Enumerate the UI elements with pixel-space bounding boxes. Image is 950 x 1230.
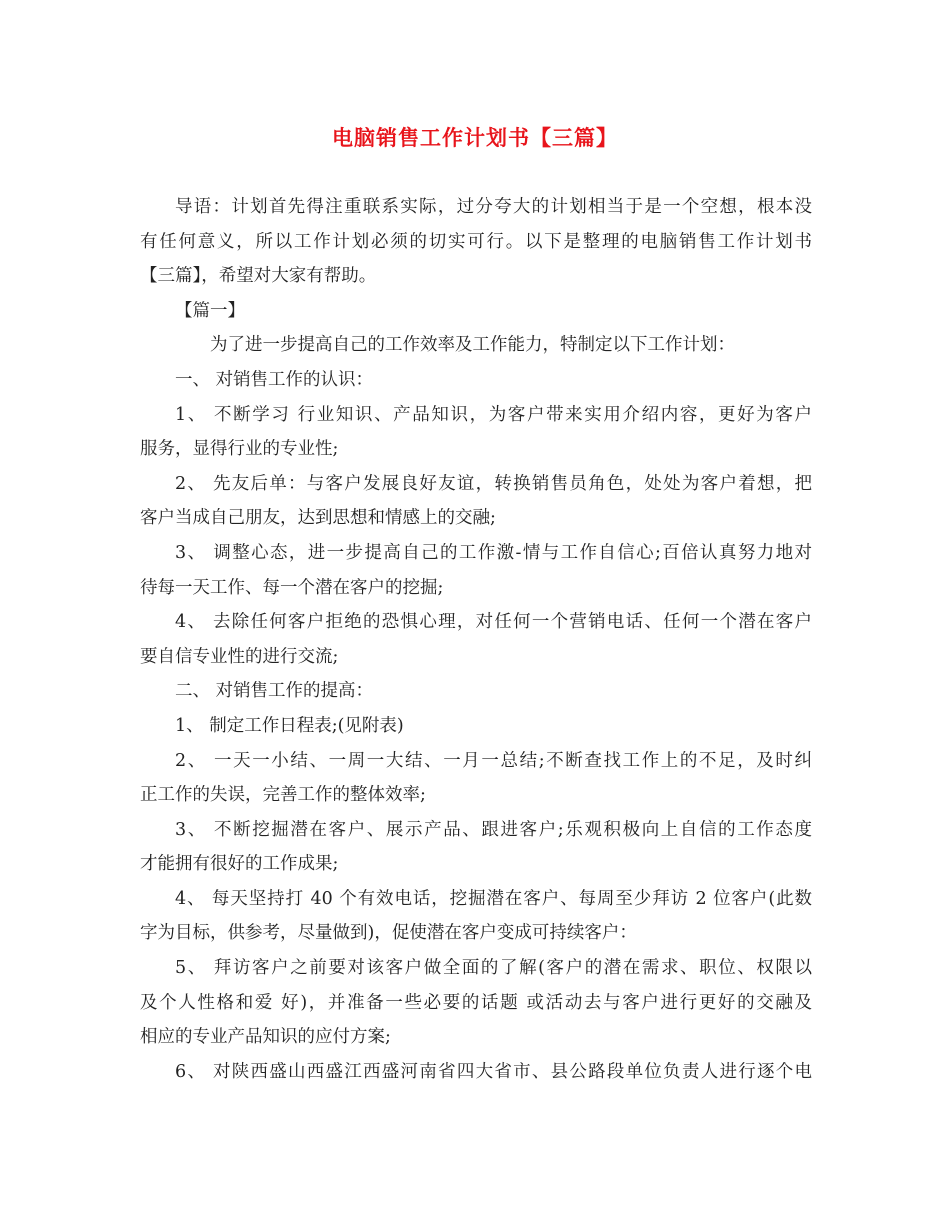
paragraph-line: 【篇一】 [175, 300, 245, 321]
paragraph-line: 正工作的失误，完善工作的整体效率; [140, 785, 426, 806]
paragraph-line: 字为目标，供参考，尽量做到)，促使潜在客户变成可持续客户： [140, 923, 637, 944]
paragraph-line: 6、 对陕西盛山西盛江西盛河南省四大省市、县公路段单位负责人进行逐个电 [175, 1061, 812, 1082]
paragraph-line: 1、 不断学习 行业知识、产品知识，为客户带来实用介绍内容，更好为客户 [175, 404, 812, 425]
paragraph-line: 2、 一天一小结、一周一大结、一月一总结;不断查找工作上的不足，及时纠 [175, 750, 812, 771]
paragraph-line: 相应的专业产品知识的应付方案; [140, 1027, 391, 1048]
paragraph-line: 一、 对销售工作的认识： [175, 369, 374, 390]
paragraph-line: 导语：计划首先得注重联系实际，过分夸大的计划相当于是一个空想，根本没 [175, 197, 812, 217]
paragraph-line: 待每一天工作、每一个潜在客户的挖掘; [140, 577, 444, 598]
paragraph-line: 客户当成自己朋友，达到思想和情感上的交融; [140, 508, 496, 529]
paragraph-line: 才能拥有很好的工作成果; [140, 854, 339, 875]
paragraph-line: 3、 调整心态，进一步提高自己的工作激-情与工作自信心;百倍认真努力地对 [175, 542, 812, 563]
paragraph-line: 5、 拜访客户之前要对该客户做全面的了解(客户的潜在需求、职位、权限以 [175, 958, 812, 979]
paragraph-line: 二、 对销售工作的提高： [175, 681, 374, 702]
document-body [140, 190, 812, 1089]
paragraph-line: 有任何意义，所以工作计划必须的切实可行。以下是整理的电脑销售工作计划书 [140, 231, 812, 252]
paragraph-line: 及个人性格和爱 好)，并准备一些必要的话题 或活动去与客户进行更好的交融及 [140, 992, 812, 1013]
paragraph-line: 要自信专业性的进行交流; [140, 646, 339, 667]
paragraph-line: 4、 每天坚持打 40 个有效电话，挖掘潜在客户、每周至少拜访 2 位客户(此数 [175, 888, 812, 909]
paragraph-line: 为了进一步提高自己的工作效率及工作能力，特制定以下工作计划： [210, 335, 735, 356]
document-title: 电脑销售工作计划书【三篇】 [332, 125, 618, 150]
paragraph-line: 【三篇】，希望对大家有帮助。 [140, 266, 377, 287]
paragraph-line: 1、 制定工作日程表;(见附表) [175, 715, 404, 736]
paragraph-line: 4、 去除任何客户拒绝的恐惧心理，对任何一个营销电话、任何一个潜在客户 [175, 612, 812, 633]
paragraph-line: 2、 先友后单：与客户发展良好友谊，转换销售员角色，处处为客户着想，把 [175, 473, 812, 494]
paragraph-line: 服务，显得行业的专业性; [140, 439, 339, 460]
paragraph-line: 3、 不断挖掘潜在客户、展示产品、跟进客户;乐观积极向上自信的工作态度 [175, 819, 812, 840]
